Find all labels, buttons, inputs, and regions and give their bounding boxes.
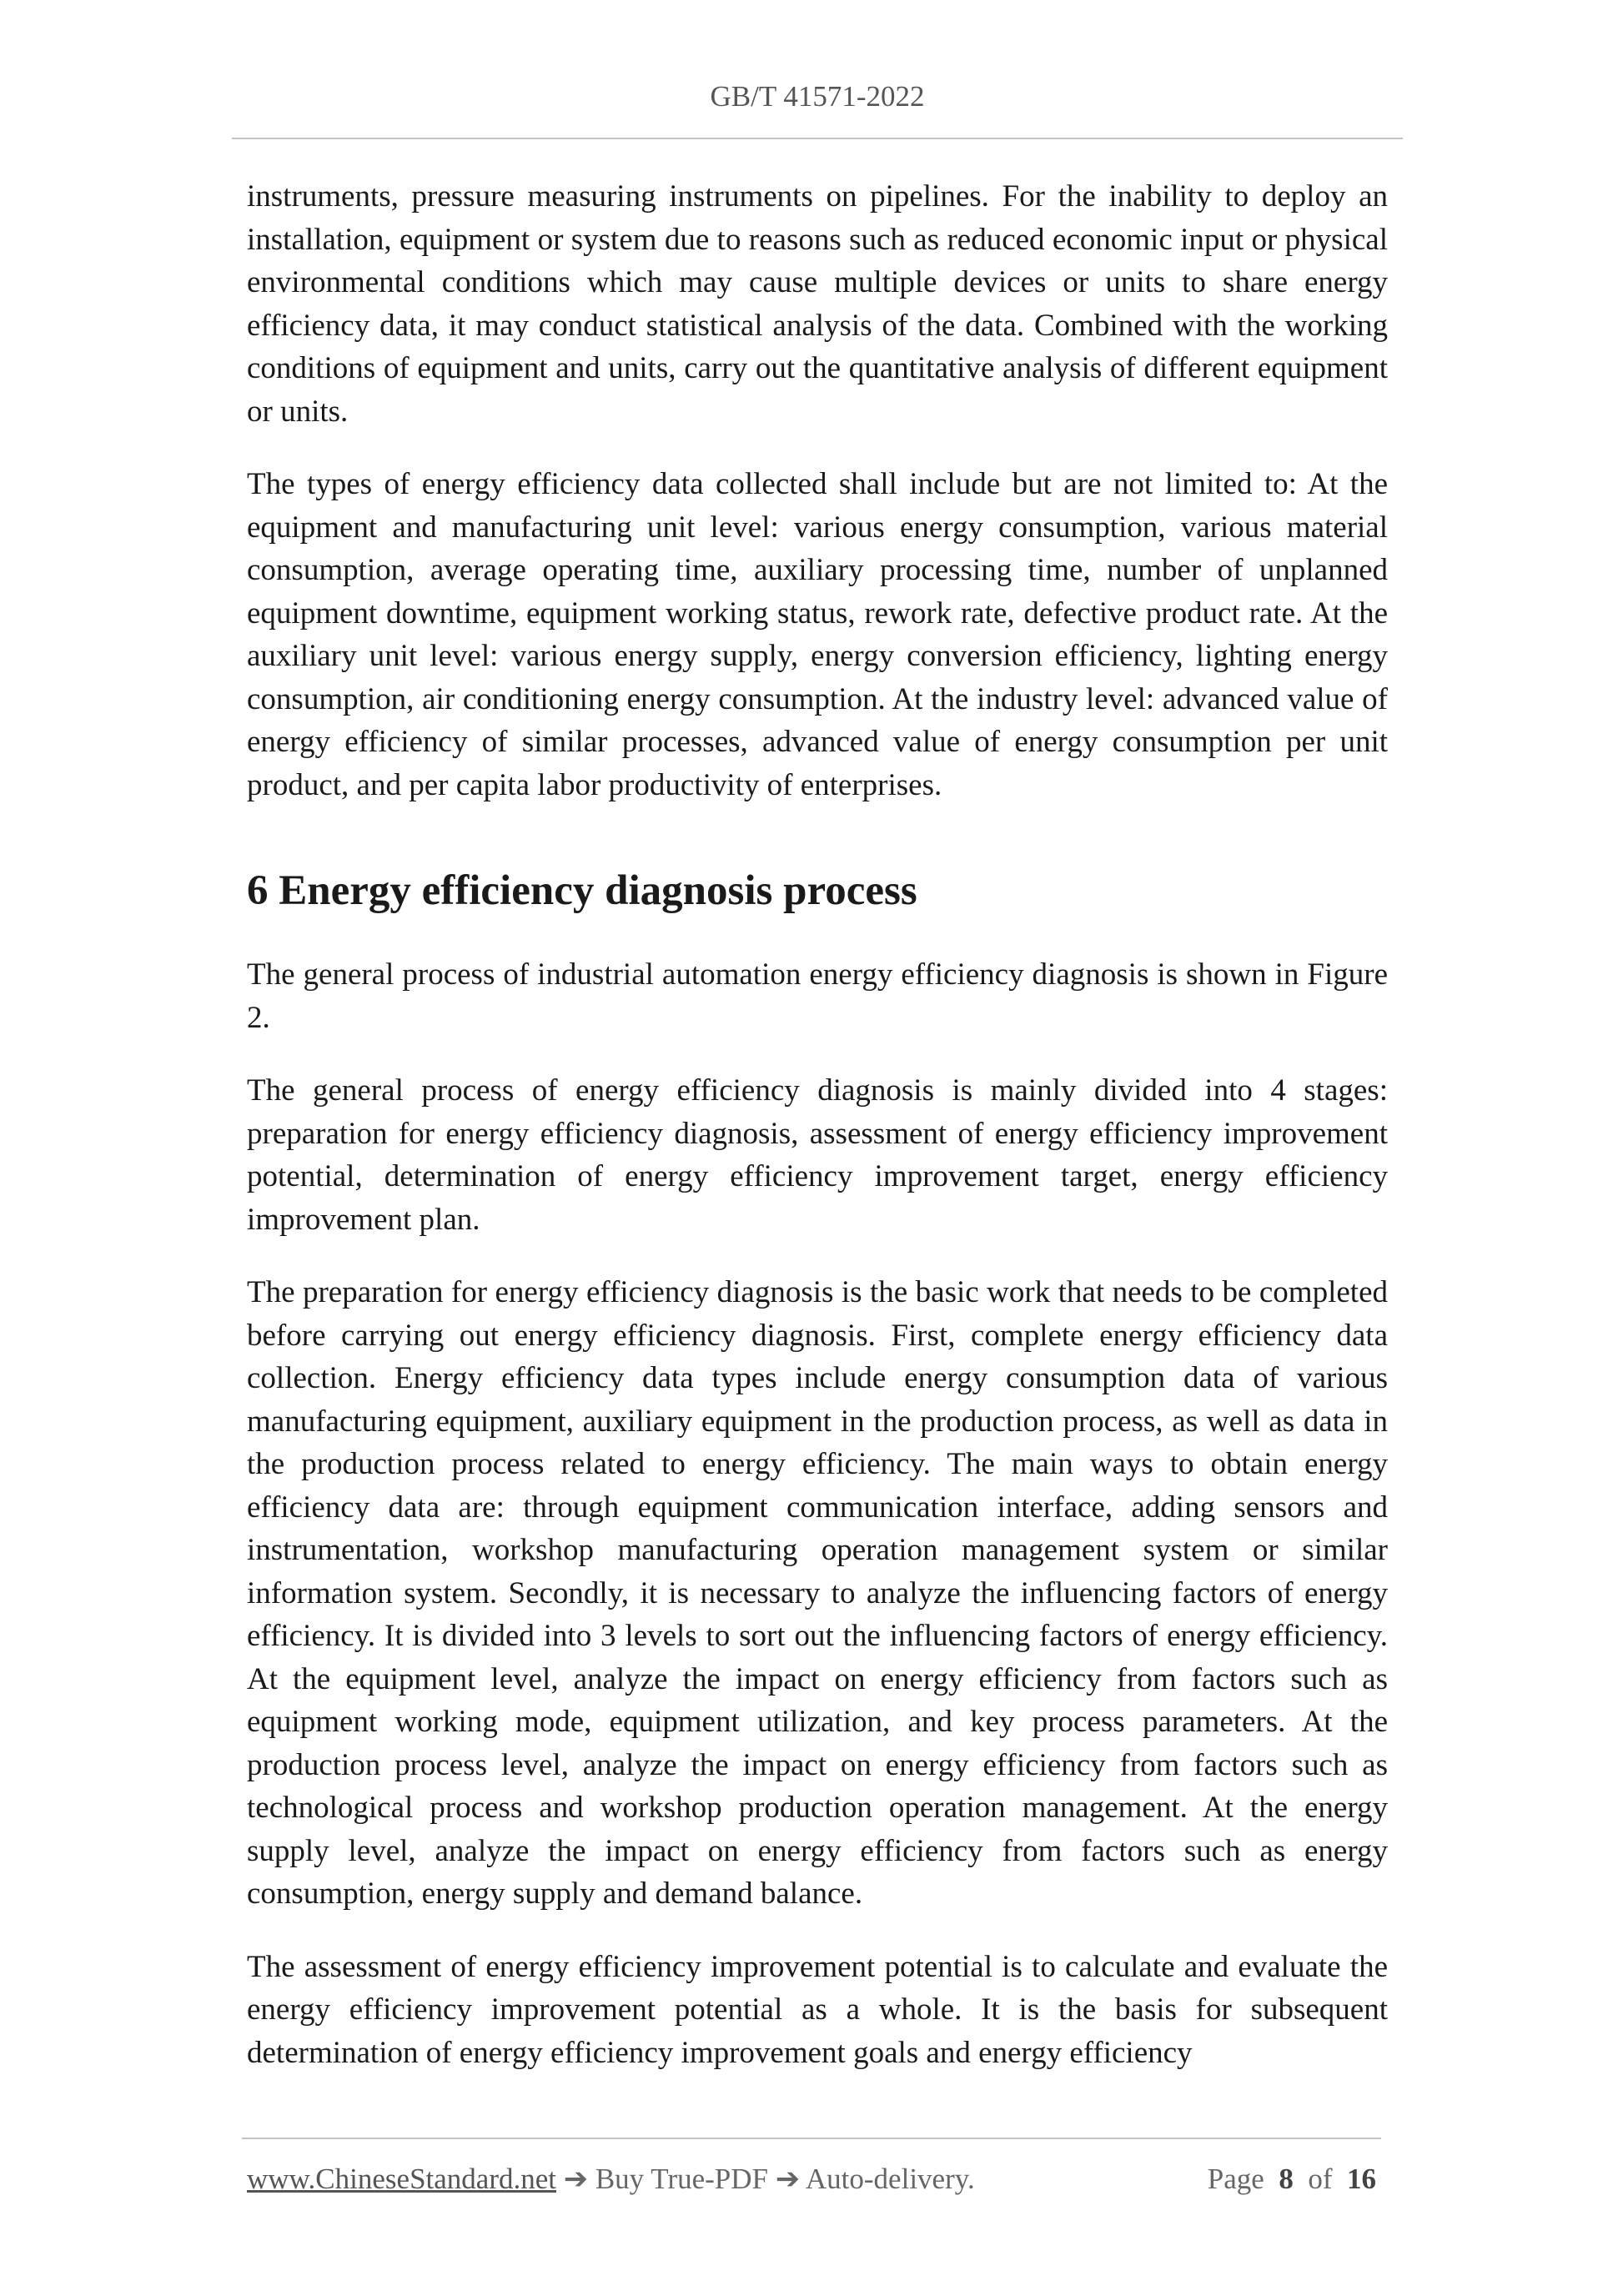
footer-promo [247, 2160, 975, 2198]
page-header [232, 80, 1403, 113]
paragraph-6: The assessment of energy efficiency improvement potential is to calculate and evaluate the energy efficiency improvement potential as a whole. It is the basis for subsequent determination of energy efficiency improvement goals and energy efficiency [247, 1949, 1388, 2070]
paragraph-4: The general process of energy efficiency diagnosis is mainly divided into 4 stages: preparation for energy efficiency diagnosis, assessment of energy efficiency improvement potential, determination of energy efficiency improvement target, energy efficiency improvement plan. [247, 1073, 1388, 1237]
standard-code: GB/T 41571-2022 [710, 80, 925, 113]
section-heading: 6 Energy efficiency diagnosis process [247, 867, 917, 914]
site-link[interactable]: www.ChineseStandard.net [247, 2163, 556, 2195]
delivery-text: Auto-delivery. [805, 2163, 975, 2195]
paragraph-1: instruments, pressure measuring instruments on pipelines. For the inability to deploy an installation, equipment or system due to reasons such as reduced economic input or physical environmental conditions which may cause multiple devices or units to share energy efficiency data, it may conduct statistical analysis of the data. Combined with the working conditions of equipment and units, carry out the quantitative analysis of different equipment or units. [247, 179, 1388, 429]
document-body [247, 175, 1388, 2104]
page-of: of [1308, 2163, 1333, 2195]
footer-divider [242, 2138, 1381, 2139]
page-label: Page [1207, 2163, 1264, 2195]
paragraph-3: The general process of industrial automation energy efficiency diagnosis is shown in Figure 2. [247, 957, 1388, 1035]
paragraph-5: The preparation for energy efficiency diagnosis is the basic work that needs to be completed before carrying out energy efficiency diagnosis. First, complete energy efficiency data collection. Energy efficiency data types include energy consumption data of various manufacturing equipment, auxiliary equipment in the production process, as well as data in the production process related to energy efficiency. The main ways to obtain energy efficiency data are: through equipment communication interface, adding sensors and instrumentation, workshop manufacturing operation management system or similar information system. Secondly, it is necessary to analyze the influencing factors of energy efficiency. It is divided into 3 levels to sort out the influencing factors of energy efficiency. At the equipment level, analyze the impact on energy efficiency from factors such as equipment working mode, equipment utilization, and key process parameters. At the production process level, analyze the impact on energy efficiency from factors such as technological process and workshop production operation management. At the energy supply level, analyze the impact on energy efficiency from factors such as energy consumption, energy supply and demand balance. [247, 1275, 1388, 1911]
page-total: 16 [1347, 2163, 1376, 2195]
page-current: 8 [1279, 2163, 1294, 2195]
arrow-right-icon: ➔ [768, 2163, 806, 2195]
arrow-right-icon: ➔ [556, 2163, 595, 2195]
header-divider [232, 138, 1403, 139]
page-indicator [1208, 2160, 1376, 2198]
paragraph-2: The types of energy efficiency data collected shall include but are not limited to: At the equipment and manufacturing unit level: various energy consumption, various material consumption, average operating time, auxiliary processing time, number of unplanned equipment downtime, equipment working status, rework rate, defective product rate. At the auxiliary unit level: various energy supply, energy conversion efficiency, lighting energy consumption, air conditioning energy consumption. At the industry level: advanced value of energy efficiency of similar processes, advanced value of energy consumption per unit product, and per capita labor productivity of enterprises. [247, 467, 1388, 802]
buy-text: Buy True-PDF [595, 2163, 768, 2195]
